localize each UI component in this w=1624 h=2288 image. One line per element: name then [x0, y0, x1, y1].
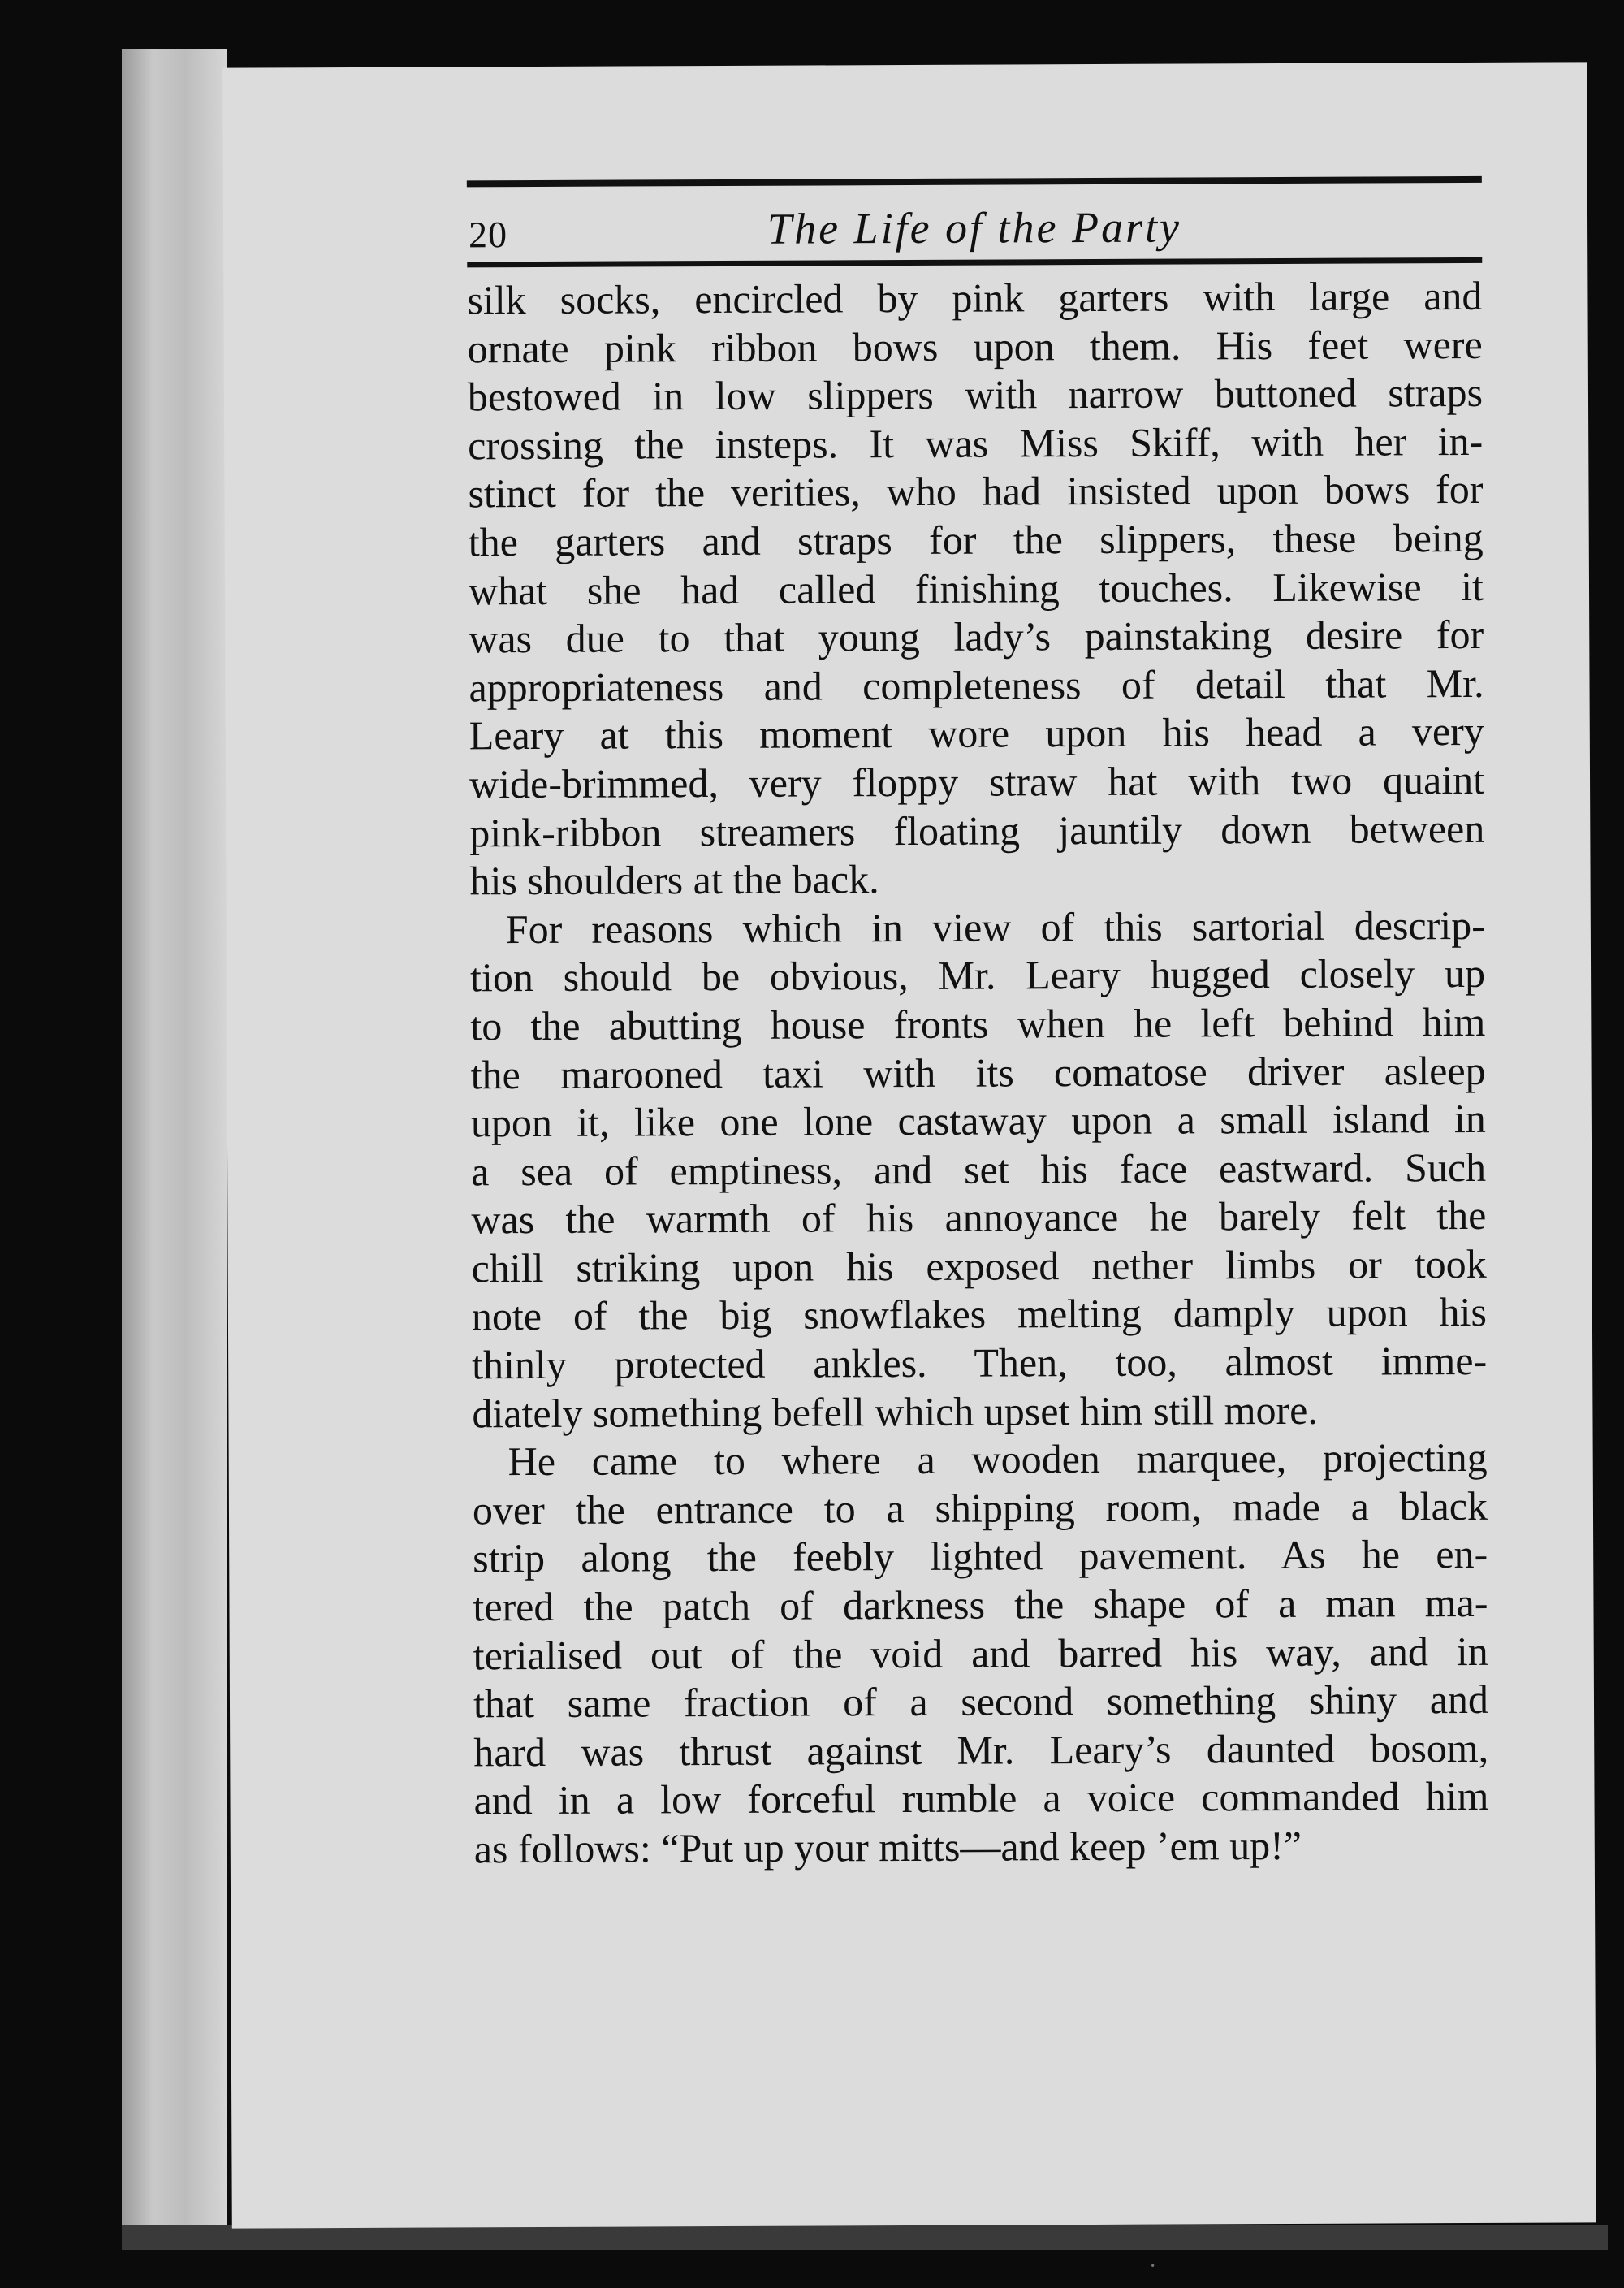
text-line: that same fraction of a second something shiny and: [473, 1676, 1489, 1727]
text-line: wide-brimmed, very floppy straw hat with two quaint: [469, 756, 1485, 807]
text-line: pink-ribbon streamers floating jauntily down between: [469, 805, 1485, 855]
text-line: Leary at this moment wore upon his head a very: [469, 708, 1484, 759]
text-line: crossing the insteps. It was Miss Skiff, with her in-: [468, 417, 1484, 469]
book-cover-bottom-edge: [122, 2225, 1608, 2250]
text-line: tion should be obvious, Mr. Leary hugged closely up: [469, 950, 1486, 1001]
text-line: and in a low forceful rumble a voice commanded him: [473, 1773, 1489, 1823]
body-text: [467, 272, 1489, 1874]
paragraph: [470, 902, 1488, 1438]
page-sheet: [222, 62, 1596, 2228]
text-line: tered the patch of darkness the shape of a man ma-: [473, 1579, 1488, 1630]
text-line: the marooned taxi with its comatose driver asleep: [470, 1047, 1486, 1097]
running-head: [467, 184, 1482, 262]
paragraph: [473, 1434, 1489, 1874]
text-line: upon it, like one lone castaway upon a small island in: [470, 1095, 1486, 1146]
text-line: For reasons which in view of this sartorial descrip-: [505, 902, 1485, 952]
text-line: chill striking upon his exposed nether limbs or took: [471, 1240, 1487, 1291]
text-line: terialised out of the void and barred his way, and in: [473, 1628, 1488, 1678]
text-line: He came to where a wooden marquee, projecting: [508, 1434, 1488, 1485]
text-line: bestowed in low slippers with narrow buttoned straps: [467, 370, 1484, 420]
text-line: strip along the feebly lighted pavement. As he en-: [473, 1531, 1488, 1581]
text-line: ornate pink ribbon bows upon them. His feet were: [467, 321, 1483, 371]
text-line: over the entrance to a shipping room, made a black: [472, 1482, 1488, 1533]
text-line: a sea of emptiness, and set his face eastward. Such: [471, 1144, 1487, 1195]
running-title: The Life of the Party: [767, 202, 1182, 253]
paragraph: [467, 272, 1484, 906]
text-line: his shoulders at the back.: [469, 856, 879, 904]
page-number: 20: [468, 214, 508, 256]
scan-speck: ·: [1149, 2254, 1157, 2279]
text-line: was the warmth of his annoyance he barely felt the: [471, 1192, 1487, 1243]
text-line: to the abutting house fronts when he left behind him: [470, 998, 1486, 1049]
text-line: silk socks, encircled by pink garters with large and: [467, 272, 1483, 323]
text-line: as follows: “Put up your mitts—and keep ’em up!”: [473, 1822, 1302, 1872]
text-line: thinly protected ankles. Then, too, almost imme-: [472, 1337, 1488, 1388]
text-line: stinct for the verities, who had insisted upon bows for: [468, 466, 1484, 517]
text-line: diately something befell which upset him still more.: [472, 1386, 1319, 1437]
text-line: hard was thrust against Mr. Leary’s daunted bosom,: [473, 1724, 1489, 1775]
text-line: appropriateness and completeness of detail that Mr.: [469, 660, 1484, 711]
text-line: the garters and straps for the slippers, these being: [468, 514, 1484, 565]
text-line: note of the big snowflakes melting damply upon his: [471, 1289, 1488, 1339]
book-cover-edge: [122, 49, 227, 2242]
text-line: was due to that young lady’s painstaking desire for: [469, 612, 1484, 662]
text-line: what she had called finishing touches. Likewise it: [468, 563, 1484, 613]
